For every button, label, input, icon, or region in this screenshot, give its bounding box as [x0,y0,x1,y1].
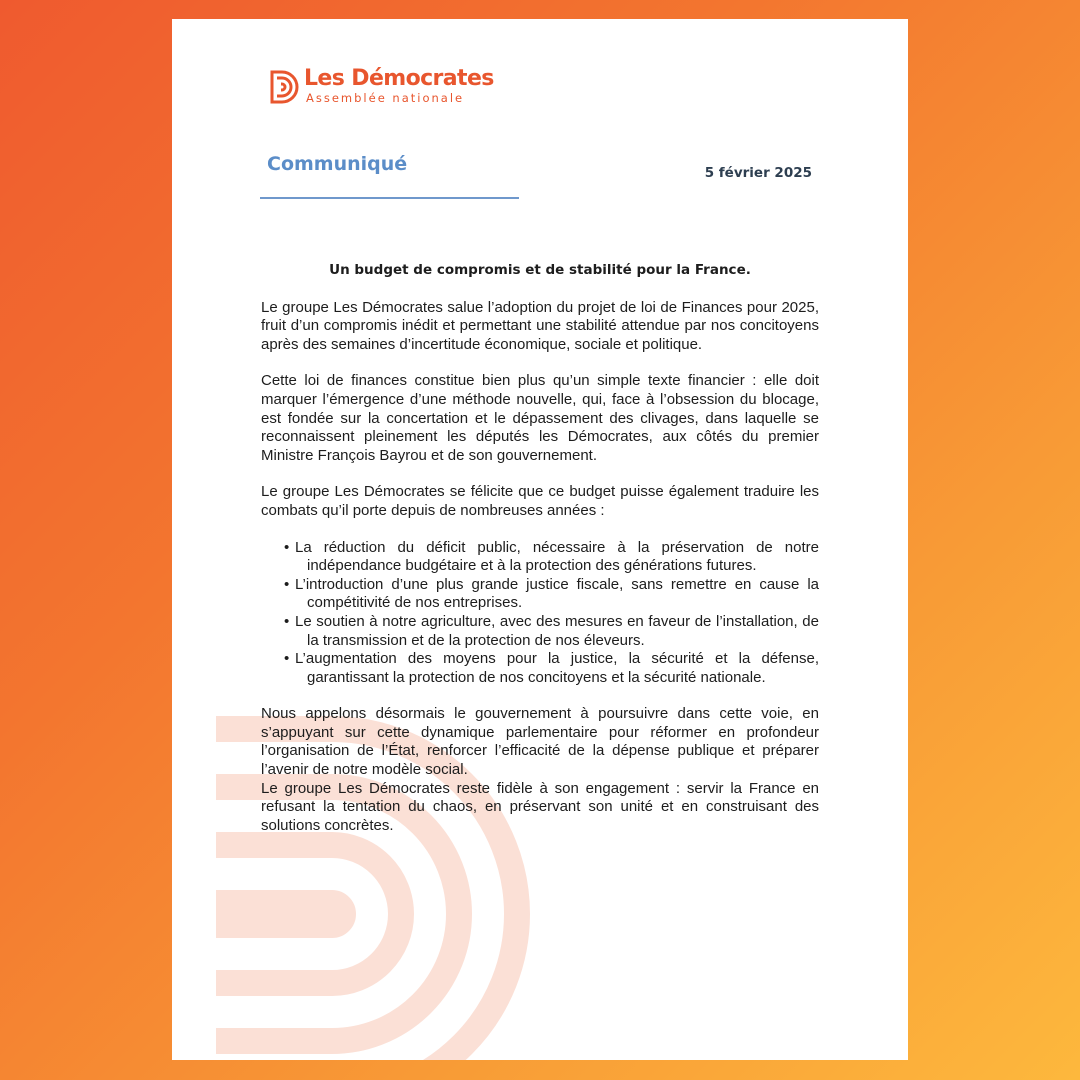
list-item-text: L’augmentation des moyens pour la justice, la sécurité et la défense, garantissant la protection de nos concitoyens et la sécurité nationale. [295,650,819,686]
bullet-icon: • [284,650,290,668]
list-item [261,650,819,687]
list-item-text: L’introduction d’une plus grande justice fiscale, sans remettre en cause la compétitivité de nos entreprises. [295,575,819,612]
list-item [261,539,819,576]
bullet-icon: • [284,612,290,630]
document-type: Communiqué [267,153,408,175]
list-item [261,576,819,613]
paragraph: Le groupe Les Démocrates se félicite que ce budget puisse également traduire les combats qu’il porte depuis de nombreuses années : [261,483,819,519]
paragraph: Cette loi de finances constitue bien plus qu’un simple texte financier : elle doit marquer l’émergence d’une méthode nouvelle, qui, face à l’obsession du blocage, est fondée sur la concertation et le dépassement des clivages, dans laquelle se reconnaissent pleinement les députés les Démocrates, aux côtés du premier Ministre François Bayrou et de son gouvernement. [261,372,819,464]
bullet-icon: • [284,538,290,556]
brand-name: Les Démocrates [304,66,494,91]
publication-date: 5 février 2025 [704,165,812,181]
list-item [261,613,819,650]
bullet-icon: • [284,575,290,593]
brand-logo [270,68,510,108]
paragraph: Nous appelons désormais le gouvernement à poursuivre dans cette voie, en s’appuyant sur cette dynamique parlementaire pour réformer en profondeur l’organisation de l’État, renforcer l’efficacité de la dépense publique et préparer l’avenir de notre modèle social. [261,705,819,779]
press-release-page [172,19,908,1060]
list-item-text: La réduction du déficit public, nécessaire à la préservation de notre indépendance budgétaire et à la protection des générations futures. [295,538,819,575]
paragraph: Le groupe Les Démocrates salue l’adoption du projet de loi de Finances pour 2025, fruit d’un compromis inédit et permettant une stabilité attendue par nos concitoyens après des semaines d’incertitude économique, sociale et politique. [261,298,819,353]
brand-subtitle: Assemblée nationale [306,91,465,105]
title-underline [260,197,519,199]
headline: Un budget de compromis et de stabilité pour la France. [329,262,751,278]
list-item-text: Le soutien à notre agriculture, avec des mesures en faveur de l’installation, de la transmission et de la protection de nos éleveurs. [295,612,819,649]
commitments-list [261,539,819,688]
paragraph: Le groupe Les Démocrates reste fidèle à son engagement : servir la France en refusant la tentation du chaos, en préservant son unité et en construisant des solutions concrètes. [261,779,819,834]
document-body [261,261,819,835]
logo-d-icon [270,70,300,104]
